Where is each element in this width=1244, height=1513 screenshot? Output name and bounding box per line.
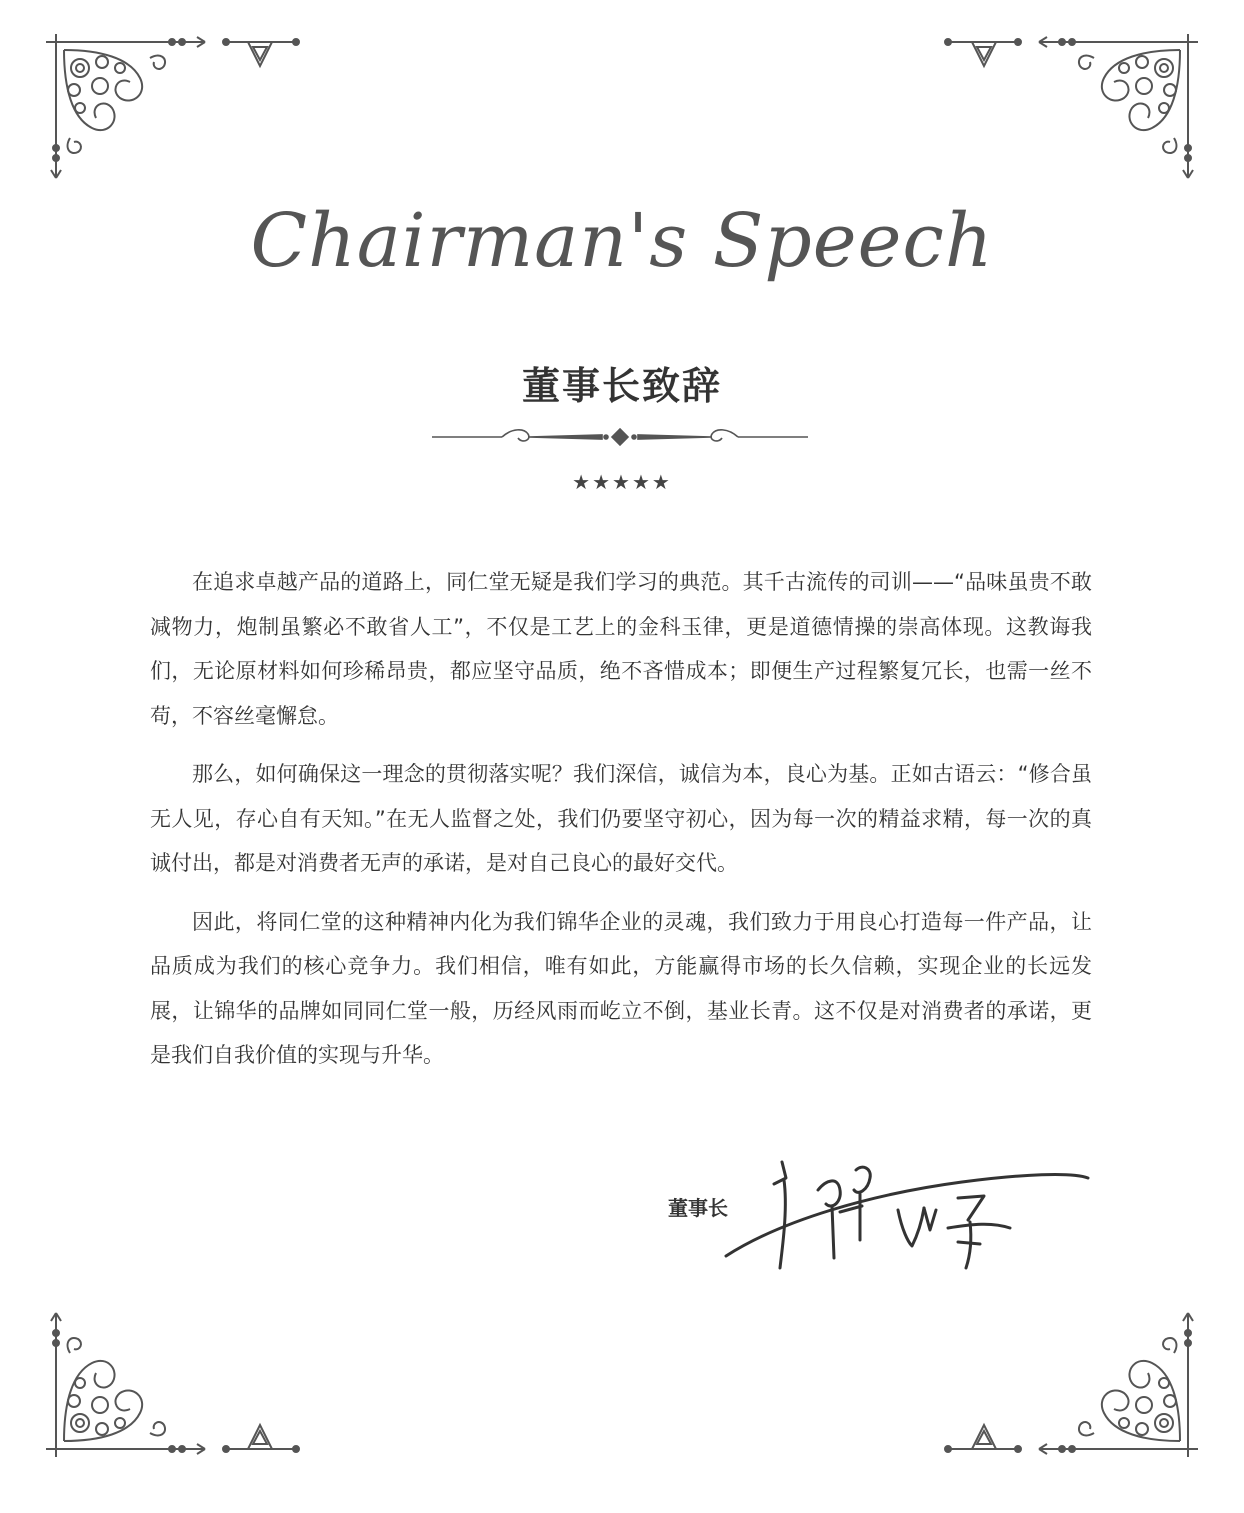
speech-paragraph: 那么，如何确保这一理念的贯彻落实呢？我们深信，诚信为本，良心为基。正如古语云：“修合虽无人见，存心自有天知。”在无人监督之处，我们仍要坚守初心，因为每一次的精益求精，每一次的真诚付出，都是对消费者无声的承诺，是对自己良心的最好交代。 (150, 762, 1092, 875)
corner-ornament-bottom-right (944, 1293, 1204, 1463)
star-rating: ★★★★★ (572, 470, 672, 494)
title-divider-ornament (432, 424, 808, 450)
corner-ornament-top-left (40, 28, 300, 198)
page-title: 董事长致辞 (521, 364, 722, 408)
speech-body (150, 560, 1092, 1092)
script-title: Chairman's Speech (250, 198, 994, 284)
speech-paragraph: 在追求卓越产品的道路上，同仁堂无疑是我们学习的典范。其千古流传的司训——“品味虽贵不敢减物力，炮制虽繁必不敢省人工”，不仅是工艺上的金科玉律，更是道德情操的崇高体现。这教诲我们，无论原材料如何珍稀昂贵，都应坚守品质，绝不吝惜成本；即便生产过程繁复冗长，也需一丝不苟，不容丝毫懈怠。 (150, 570, 1092, 728)
speech-paragraph: 因此，将同仁堂的这种精神内化为我们锦华企业的灵魂，我们致力于用良心打造每一件产品，让品质成为我们的核心竞争力。我们相信，唯有如此，方能赢得市场的长久信赖，实现企业的长远发展，让锦华的品牌如同同仁堂一般，历经风雨而屹立不倒，基业长青。这不仅是对消费者的承诺，更是我们自我价值的实现与升华。 (150, 909, 1092, 1067)
corner-ornament-bottom-left (40, 1293, 300, 1463)
handwritten-signature (722, 1150, 1097, 1280)
corner-ornament-top-right (944, 28, 1204, 198)
signature-label: 董事长 (668, 1196, 728, 1220)
